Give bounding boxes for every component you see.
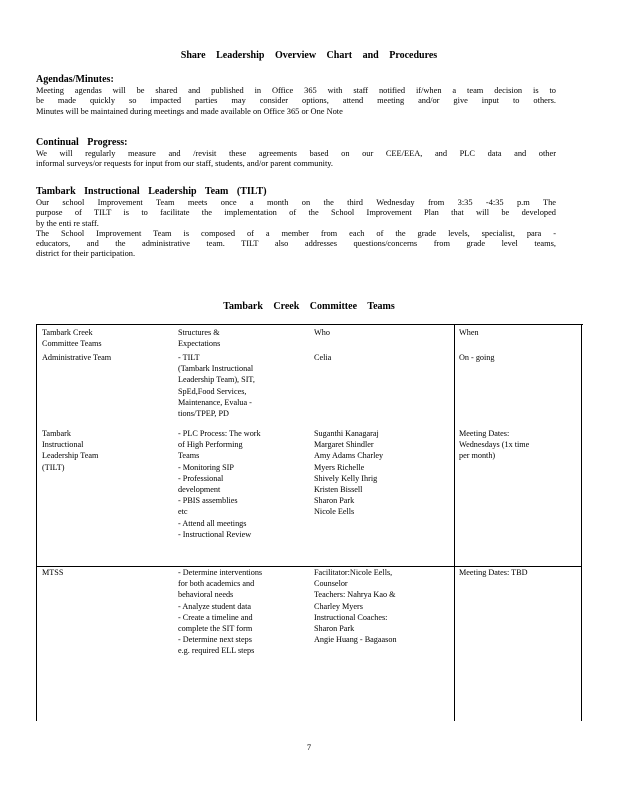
page-number: 7	[306, 742, 312, 752]
header-when: When	[459, 328, 479, 337]
agendas-line: Meeting agendas will be shared and published in Office 365 with staff notified if/when a team decision is to	[36, 86, 556, 95]
progress-line: We will regularly measure and /revisit these agreements based on our CEE/EEA, and PLC data and other	[36, 149, 556, 158]
tilt-line: The School Improvement Team is composed of a member from each of the grade levels, specialist, para -	[36, 228, 556, 238]
tilt-line: Our school Improvement Team meets once a month on the third Wednesday from 3:35 -4:35 p.m The	[36, 198, 556, 207]
table-title: Tambark Creek Committee Teams	[223, 301, 395, 312]
header-structures: Structures & Expectations	[178, 328, 221, 349]
progress-heading: Continual Progress:	[36, 137, 128, 148]
row-tilt-team: Tambark Instructional Leadership Team (TILT)	[42, 429, 99, 472]
row-mtss-team: MTSS	[42, 568, 64, 577]
committee-teams-table	[36, 324, 583, 721]
agendas-line: Minutes will be maintained during meetings and made available on Office 365 or One Note	[36, 106, 343, 116]
row-admin-who: Celia	[314, 353, 332, 362]
header-teams: Tambark Creek Committee Teams	[42, 328, 102, 349]
agendas-line: be made quickly so impacted parties may consider options, attend meeting and/or give input to others.	[36, 96, 556, 106]
table-right-border	[581, 325, 582, 721]
row-admin-when: On - going	[459, 353, 495, 362]
column-divider	[454, 325, 455, 721]
progress-line: informal surveys/or requests for input from our staff, students, and/or parent community.	[36, 159, 334, 169]
tilt-section	[36, 186, 556, 260]
row-tilt-when: Meeting Dates: Wednesdays (1x time per month)	[459, 429, 530, 461]
row-mtss-when: Meeting Dates: TBD	[459, 568, 528, 577]
tilt-line: by the enti re staff.	[36, 218, 99, 228]
row-mtss-who: Facilitator:Nicole Eells, Counselor Teachers: Nahrya Kao & Charley Myers Instructional Coaches: Sharon Park Angie Huang - Bagaason	[314, 568, 397, 645]
tilt-line: district for their participation.	[36, 249, 136, 259]
row-admin-team: Administrative Team	[42, 353, 112, 362]
agendas-section	[36, 74, 556, 117]
row-tilt-who: Suganthi Kanagaraj Margaret Shindler Amy Adams Charley Myers Richelle Shively Kelly Ihrig Kristen Bissell Sharon Park Nicole Eells	[314, 429, 384, 517]
row-admin-structures: - TILT (Tambark Instructional Leadership Team), SIT, SpEd,Food Services, Maintenance, Evalua - tions/TPEP, PD	[178, 353, 255, 419]
page-title: Share Leadership Overview Chart and Procedures	[180, 50, 438, 61]
progress-section	[36, 137, 556, 170]
agendas-heading: Agendas/Minutes:	[36, 74, 114, 85]
row-mtss-structures: - Determine interventions for both academics and behavioral needs - Analyze student data - Create a timeline and complete the SIT form - Determine next steps e.g. required ELL steps	[178, 568, 263, 656]
tilt-heading: Tambark Instructional Leadership Team (TILT)	[36, 186, 267, 197]
row-tilt-structures: - PLC Process: The work of High Performing Teams - Monitoring SIP - Professional development - PBIS assemblies etc - Attend all meetings - Instructional Review	[178, 429, 261, 539]
tilt-line: purpose of TILT is to facilitate the implementation of the School Improvement Plan that will be developed	[36, 208, 556, 218]
header-who: Who	[314, 328, 330, 337]
tilt-line: educators, and the administrative team. TILT also addresses questions/concerns from grade level teams,	[36, 239, 556, 249]
